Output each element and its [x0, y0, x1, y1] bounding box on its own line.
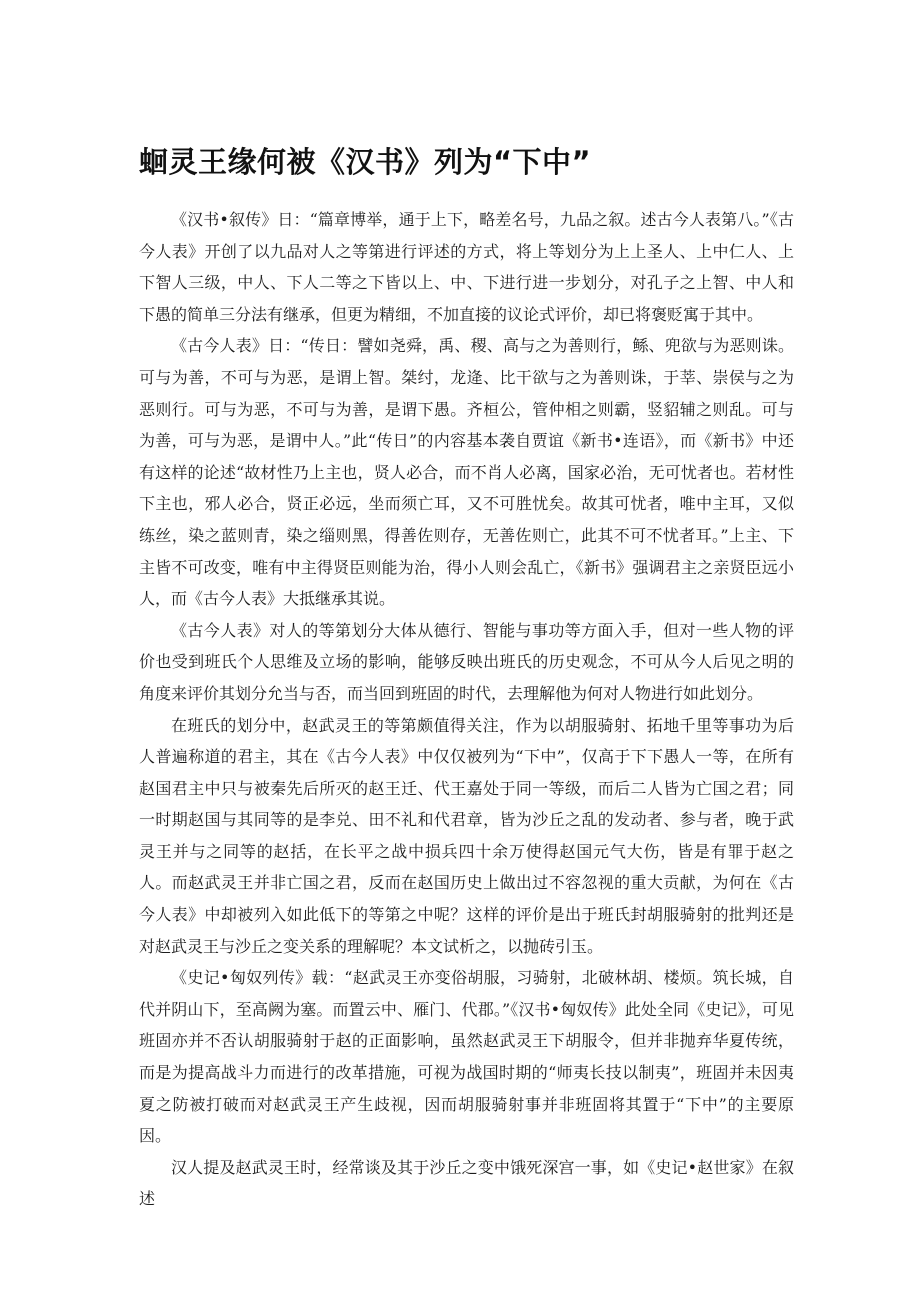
article-title: 蛔灵王缘何被《汉书》列为“下中” — [139, 145, 592, 179]
paragraph-1: 《汉书•叙传》日：“篇章博举，通于上下，略差名号，九品之叙。述古今人表第八。”《古今人表》开创了以九品对人之等第进行评述的方式，将上等划分为上上圣人、上中仁人、上下智人三级，中人、下人二等之下皆以上、中、下进行进一步划分，对孔子之上智、中人和下愚的简单三分法有继承，但更为精细，不加直接的议论式评价，却已将褒贬寓于其中。 — [139, 210, 794, 324]
paragraph-6: 汉人提及赵武灵王时，经常谈及其于沙丘之变中饿死深宫一事，如《史记•赵世家》在叙述 — [139, 1157, 794, 1209]
paragraph-4: 在班氏的划分中，赵武灵王的等第颇值得关注，作为以胡服骑射、拓地千里等事功为后人普遍称道的君主，其在《古今人表》中仅仅被列为“下中”，仅高于下下愚人一等，在所有赵国君主中只与被秦先后所灭的赵王迁、代王嘉处于同一等级，而后二人皆为亡国之君；同一时期赵国与其同等的是李兑、田不礼和代君章，皆为沙丘之乱的发动者、参与者，晚于武灵王并与之同等的赵括，在长平之战中损兵四十余万使得赵国元气大伤，皆是有罪于赵之人。而赵武灵王并非亡国之君，反而在赵国历史上做出过不容忽视的重大贡献，为何在《古今人表》中却被列入如此低下的等第之中呢？这样的评价是出于班氏封胡服骑射的批判还是对赵武灵王与沙丘之变关系的理解呢？本文试析之，以抛砖引玉。 — [139, 715, 794, 956]
paragraph-3: 《古今人表》对人的等第划分大体从德行、智能与事功等方面入手，但对一些人物的评价也受到班氏个人思维及立场的影响，能够反映出班氏的历史观念，不可从今人后见之明的角度来评价其划分允当与否，而当回到班固的时代，去理解他为何对人物进行如此划分。 — [139, 620, 794, 703]
paragraph-2: 《古今人表》日：“传日：譬如尧舜，禹、稷、高与之为善则行，鲧、兜欲与为恶则诛。可与为善，不可与为恶，是谓上智。桀纣，龙逄、比干欲与之为善则诛，于莘、崇侯与之为恶则行。可与为恶，不可与为善，是谓下愚。齐桓公，管仲相之则霸，竖貂辅之则乱。可与为善，可与为恶，是谓中人。”此“传日”的内容基本袭自贾谊《新书•连语》，而《新书》中还有这样的论述“故材性乃上主也，贤人必合，而不肖人必离，国家必治，无可忧者也。若材性下主也，邪人必合，贤正必远，坐而须亡耳，又不可胜忧矣。故其可忧者，唯中主耳，又似练丝，染之蓝则青，染之缁则黑，得善佐则存，无善佐则亡，此其不可不忧者耳。”上主、下主皆不可改变，唯有中主得贤臣则能为治，得小人则会乱亡，《新书》强调君主之亲贤臣远小人，而《古今人表》大抵继承其说。 — [139, 336, 794, 609]
paragraph-5: 《史记•匈奴列传》载：“赵武灵王亦变俗胡服，习骑射，北破林胡、楼烦。筑长城，自代并阴山下，至高阙为塞。而置云中、雁门、代郡。”《汉书•匈奴传》此处全同《史记》，可见班固亦并不否认胡服骑射于赵的正面影响，虽然赵武灵王下胡服令，但并非抛弃华夏传统，而是为提高战斗力而进行的改革措施，可视为战国时期的“师夷长技以制夷”，班固并未因夷夏之防被打破而对赵武灵王产生歧视，因而胡服骑射事并非班固将其置于“下中”的主要原因。 — [139, 968, 794, 1146]
